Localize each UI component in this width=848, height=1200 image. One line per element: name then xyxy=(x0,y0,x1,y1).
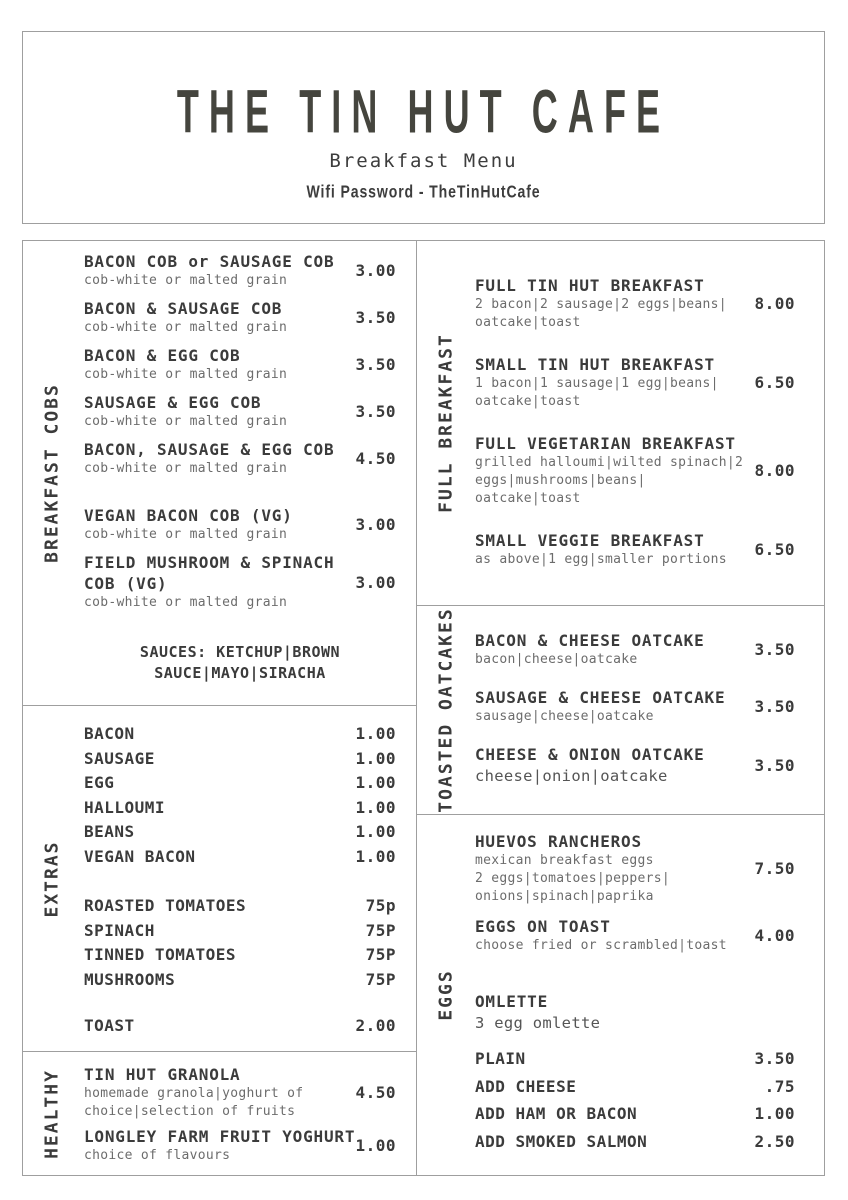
item-desc: 2 eggs|tomatoes|peppers| xyxy=(475,871,671,886)
row-price: .75 xyxy=(764,1076,795,1096)
item-desc: cob-white or malted grain xyxy=(84,367,288,382)
menu-item xyxy=(84,298,396,337)
row-price: 75P xyxy=(365,920,396,940)
item-desc: grilled halloumi|wilted spinach|2 xyxy=(475,455,744,470)
section-label: EGGS xyxy=(435,969,457,1021)
menu-item xyxy=(475,354,795,411)
row-name: ADD HAM OR BACON xyxy=(475,1104,638,1123)
healthy-label-strip xyxy=(23,1052,81,1175)
item-name-line2: COB (VG) xyxy=(84,574,168,593)
header xyxy=(22,31,825,224)
item-name: TIN HUT GRANOLA xyxy=(84,1065,241,1084)
menu-item xyxy=(475,275,795,332)
item-price: 6.50 xyxy=(754,373,795,392)
item-desc: cob-white or malted grain xyxy=(84,273,288,288)
right-column xyxy=(416,240,825,1176)
option-row xyxy=(475,1074,795,1099)
extras-row xyxy=(84,771,396,796)
item-price: 8.00 xyxy=(754,294,795,313)
row-name: PLAIN xyxy=(475,1049,526,1068)
row-price: 2.00 xyxy=(355,1016,396,1035)
section-full-breakfast xyxy=(417,241,824,605)
item-name: BACON & SAUSAGE COB xyxy=(84,299,283,318)
section-label: HEALTHY xyxy=(41,1068,63,1159)
item-name: SMALL VEGGIE BREAKFAST xyxy=(475,531,705,550)
full-breakfast-label-strip xyxy=(417,241,475,605)
row-name: TOAST xyxy=(84,1016,135,1035)
row-price: 1.00 xyxy=(355,822,396,841)
menu-item xyxy=(84,505,396,544)
item-name: VEGAN BACON COB (VG) xyxy=(84,506,293,525)
extras-row xyxy=(84,722,396,747)
item-name: FIELD MUSHROOM & SPINACH xyxy=(84,553,335,572)
item-desc: onions|spinach|paprika xyxy=(475,889,654,904)
item-price: 3.50 xyxy=(754,640,795,659)
row-price: 1.00 xyxy=(355,724,396,743)
toasted-oatcakes-label-strip xyxy=(417,606,475,814)
item-name: SMALL TIN HUT BREAKFAST xyxy=(475,355,715,374)
row-name: BACON xyxy=(84,724,135,743)
item-price: 3.50 xyxy=(355,402,396,421)
section-breakfast-cobs xyxy=(23,241,416,705)
menu-item xyxy=(475,687,795,726)
section-label: EXTRAS xyxy=(41,839,63,918)
item-price: 7.50 xyxy=(754,859,795,878)
row-price: 1.00 xyxy=(355,773,396,792)
option-row xyxy=(475,1046,795,1071)
item-desc: oatcake|toast xyxy=(475,315,581,330)
row-name: ADD CHEESE xyxy=(475,1076,577,1096)
menu-item xyxy=(475,433,795,508)
item-desc: 3 egg omlette xyxy=(475,1014,601,1032)
item-name: OMLETTE xyxy=(475,992,549,1011)
row-price: 75p xyxy=(365,896,396,915)
row-name: VEGAN BACON xyxy=(84,846,196,866)
row-name: ROASTED TOMATOES xyxy=(84,896,247,915)
item-desc: sausage|cheese|oatcake xyxy=(475,709,654,724)
item-desc: choose fried or scrambled|toast xyxy=(475,938,727,953)
item-name: CHEESE & ONION OATCAKE xyxy=(475,745,705,764)
option-row xyxy=(475,1129,795,1154)
item-name: SAUSAGE & CHEESE OATCAKE xyxy=(475,688,726,707)
menu-item xyxy=(84,1126,396,1165)
menu-item xyxy=(84,552,396,612)
item-price: 4.00 xyxy=(754,926,795,945)
section-extras xyxy=(23,705,416,1051)
row-price: 3.50 xyxy=(754,1049,795,1068)
menu-item xyxy=(84,439,396,478)
row-price: 1.00 xyxy=(355,846,396,866)
item-price: 3.50 xyxy=(355,355,396,374)
item-desc: cob-white or malted grain xyxy=(84,414,288,429)
item-price: 8.00 xyxy=(754,461,795,480)
menu-subtitle: Breakfast Menu xyxy=(329,150,518,172)
row-price: 1.00 xyxy=(355,797,396,817)
page-title: THE TIN HUT CAFE xyxy=(176,77,671,147)
menu-item xyxy=(84,1064,396,1121)
menu-item xyxy=(84,392,396,431)
row-name: ADD SMOKED SALMON xyxy=(475,1131,648,1151)
extras-row xyxy=(84,747,396,772)
section-label: BREAKFAST COBS xyxy=(41,383,63,563)
sauces-line2: SAUCE|MAYO|SIRACHA xyxy=(154,664,326,682)
item-name: SAUSAGE & EGG COB xyxy=(84,393,262,412)
item-name: BACON & CHEESE OATCAKE xyxy=(475,631,705,650)
item-price: 3.00 xyxy=(355,515,396,534)
row-name: MUSHROOMS xyxy=(84,969,176,989)
item-name: BACON COB or SAUSAGE COB xyxy=(84,252,335,271)
extras-row xyxy=(84,919,396,944)
item-desc: cob-white or malted grain xyxy=(84,461,288,476)
row-price: 75P xyxy=(365,945,396,964)
item-desc: 2 bacon|2 sausage|2 eggs|beans| xyxy=(475,297,727,312)
option-row xyxy=(475,1101,795,1126)
left-column xyxy=(22,240,417,1176)
breakfast-cobs-label-strip xyxy=(23,241,81,705)
item-desc: oatcake|toast xyxy=(475,491,581,506)
item-name: FULL VEGETARIAN BREAKFAST xyxy=(475,434,736,453)
item-desc: cheese|onion|oatcake xyxy=(475,767,668,785)
item-price: 3.00 xyxy=(355,261,396,280)
menu-item xyxy=(475,916,795,955)
item-desc: mexican breakfast eggs xyxy=(475,853,654,868)
item-price: 6.50 xyxy=(754,540,795,559)
row-price: 1.00 xyxy=(754,1104,795,1123)
eggs-label-strip xyxy=(417,815,475,1175)
menu-item xyxy=(475,991,795,1034)
item-price: 3.50 xyxy=(754,697,795,716)
item-price: 3.00 xyxy=(355,572,396,592)
item-price: 3.50 xyxy=(355,308,396,327)
item-price: 4.50 xyxy=(355,1083,396,1102)
row-name: SAUSAGE xyxy=(84,748,155,768)
omlette-options xyxy=(475,1046,795,1154)
item-desc: cob-white or malted grain xyxy=(84,595,288,610)
item-price: 1.00 xyxy=(355,1136,396,1155)
menu-item xyxy=(84,251,396,290)
section-label: TOASTED OATCAKES xyxy=(435,607,457,813)
item-name: EGGS ON TOAST xyxy=(475,917,611,936)
row-price: 2.50 xyxy=(754,1131,795,1151)
row-name: BEANS xyxy=(84,822,135,841)
section-eggs xyxy=(417,814,824,1175)
sauces-note xyxy=(84,642,396,684)
item-desc: cob-white or malted grain xyxy=(84,527,288,542)
row-price: 75P xyxy=(365,969,396,989)
item-price: 3.50 xyxy=(754,756,795,775)
row-name: HALLOUMI xyxy=(84,797,166,817)
extras-row xyxy=(84,820,396,845)
menu-item xyxy=(475,744,795,787)
menu-item xyxy=(475,530,795,569)
item-name: LONGLEY FARM FRUIT YOGHURT xyxy=(84,1127,356,1146)
section-healthy xyxy=(23,1051,416,1175)
menu-item xyxy=(475,630,795,669)
item-desc: cob-white or malted grain xyxy=(84,320,288,335)
sauces-line1: SAUCES: KETCHUP|BROWN xyxy=(139,643,341,661)
item-desc: choice|selection of fruits xyxy=(84,1104,296,1119)
extras-row xyxy=(84,1014,396,1039)
item-desc: bacon|cheese|oatcake xyxy=(475,652,638,667)
extras-row xyxy=(84,968,396,993)
item-desc: homemade granola|yoghurt of xyxy=(84,1086,304,1101)
extras-row xyxy=(84,845,396,870)
item-price: 4.50 xyxy=(355,449,396,468)
item-desc: oatcake|toast xyxy=(475,394,581,409)
item-desc: as above|1 egg|smaller portions xyxy=(475,552,727,567)
wifi-password: Wifi Password - TheTinHutCafe xyxy=(306,183,541,202)
row-name: SPINACH xyxy=(84,920,155,940)
item-name: BACON, SAUSAGE & EGG COB xyxy=(84,440,335,459)
menu-item xyxy=(475,831,795,906)
item-name: BACON & EGG COB xyxy=(84,346,241,365)
extras-label-strip xyxy=(23,706,81,1051)
row-name: TINNED TOMATOES xyxy=(84,945,236,964)
item-name: HUEVOS RANCHEROS xyxy=(475,832,642,851)
extras-row xyxy=(84,894,396,919)
extras-row xyxy=(84,943,396,968)
menu-item xyxy=(84,345,396,384)
row-price: 1.00 xyxy=(355,748,396,768)
section-toasted-oatcakes xyxy=(417,605,824,814)
row-name: EGG xyxy=(84,773,115,792)
item-desc: eggs|mushrooms|beans| xyxy=(475,473,646,488)
extras-row xyxy=(84,796,396,821)
item-name: FULL TIN HUT BREAKFAST xyxy=(475,276,705,295)
item-desc: 1 bacon|1 sausage|1 egg|beans| xyxy=(475,376,719,391)
item-desc: choice of flavours xyxy=(84,1148,231,1163)
section-label: FULL BREAKFAST xyxy=(435,333,457,513)
